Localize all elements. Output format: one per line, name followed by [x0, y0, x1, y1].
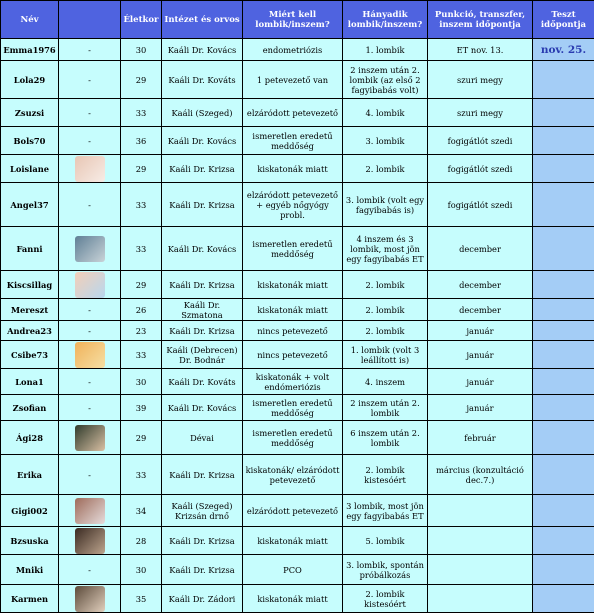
cell-reason: ismeretlen eredetű meddőség: [243, 421, 343, 455]
cell-name: Andrea23: [1, 321, 59, 341]
cell-test: [533, 495, 594, 527]
cell-reason: elzáródott petevezető: [243, 99, 343, 127]
cell-age: 35: [121, 585, 162, 613]
cell-clinic: Kaáli Dr. Krizsa: [162, 271, 243, 299]
cell-reason: ismeretlen eredetű meddőség: [243, 227, 343, 271]
cell-test: [533, 369, 594, 395]
cell-date: december: [428, 271, 533, 299]
cell-test: [533, 227, 594, 271]
cell-age: 33: [121, 183, 162, 227]
header-teszt: Teszt időpontja: [533, 1, 594, 39]
cell-name: Emma1976: [1, 39, 59, 61]
avatar: [75, 236, 105, 262]
cell-age: 29: [121, 421, 162, 455]
cell-picture: -: [59, 555, 121, 585]
header-eletkor: Életkor: [121, 1, 162, 39]
cell-picture: [59, 585, 121, 613]
cell-clinic: Kaáli Dr. Kovács: [162, 227, 243, 271]
cell-attempt: 2. lombik: [343, 155, 428, 183]
avatar: [75, 498, 105, 524]
cell-name: Fanni: [1, 227, 59, 271]
cell-date: ET nov. 13.: [428, 39, 533, 61]
cell-test: [533, 299, 594, 321]
cell-test: [533, 155, 594, 183]
cell-picture: -: [59, 61, 121, 99]
cell-attempt: 3 lombik, most jön egy fagyibabás ET: [343, 495, 428, 527]
cell-date: [428, 555, 533, 585]
header-punkcio: Punkció, transzfer, inszem időpontja: [428, 1, 533, 39]
cell-clinic: Kaáli Dr. Kováts: [162, 61, 243, 99]
cell-picture: -: [59, 39, 121, 61]
cell-picture: -: [59, 127, 121, 155]
cell-attempt: 3. lombik: [343, 127, 428, 155]
cell-date: szuri megy: [428, 61, 533, 99]
cell-name: Karmen: [1, 585, 59, 613]
cell-test: [533, 39, 594, 61]
cell-age: 33: [121, 455, 162, 495]
cell-picture: [59, 227, 121, 271]
cell-date: február: [428, 421, 533, 455]
cell-reason: ismeretlen eredetű meddőség: [243, 127, 343, 155]
cell-age: 29: [121, 61, 162, 99]
cell-reason: PCO: [243, 555, 343, 585]
cell-clinic: Kaáli (Debrecen) Dr. Bodnár: [162, 341, 243, 369]
cell-test: [533, 585, 594, 613]
table-row: [1, 183, 594, 227]
cell-attempt: 4. lombik: [343, 99, 428, 127]
cell-date: március (konzultáció dec.7.): [428, 455, 533, 495]
cell-name: Meresz​t: [1, 299, 59, 321]
cell-name: Zsuzsi: [1, 99, 59, 127]
cell-test: [533, 527, 594, 555]
cell-age: 29: [121, 271, 162, 299]
cell-test: [533, 395, 594, 421]
cell-reason: endometriózis: [243, 39, 343, 61]
header-kep: [59, 1, 121, 39]
cell-clinic: Kaáli Dr. Krizsa: [162, 455, 243, 495]
table-row: [1, 395, 594, 421]
cell-reason: kiskatonák miatt: [243, 527, 343, 555]
table-row: [1, 555, 594, 585]
cell-name: Lola29: [1, 61, 59, 99]
cell-clinic: Kaáli Dr. Krizsa: [162, 555, 243, 585]
table-row: [1, 341, 594, 369]
cell-name: Ági28: [1, 421, 59, 455]
cell-age: 39: [121, 395, 162, 421]
cell-test: [533, 421, 594, 455]
table-row: [1, 61, 594, 99]
cell-date: [428, 495, 533, 527]
cell-reason: 1 petevezető van: [243, 61, 343, 99]
avatar: [75, 425, 105, 451]
table-row: [1, 155, 594, 183]
avatar: [75, 156, 105, 182]
cell-name: Kiscsillag: [1, 271, 59, 299]
cell-name: Loislane: [1, 155, 59, 183]
cell-age: 26: [121, 299, 162, 321]
cell-date: [428, 585, 533, 613]
cell-age: 30: [121, 39, 162, 61]
cell-date: január: [428, 321, 533, 341]
cell-attempt: 2. lombik kistesóért: [343, 455, 428, 495]
cell-reason: elzáródott petevezető + egyéb nőgyógy probl.: [243, 183, 343, 227]
cell-test: [533, 321, 594, 341]
cell-attempt: 4. inszem: [343, 369, 428, 395]
cell-reason: kiskatonák miatt: [243, 585, 343, 613]
cell-age: 33: [121, 227, 162, 271]
cell-name: Angel37: [1, 183, 59, 227]
cell-date: fogigátlót szedi: [428, 183, 533, 227]
table-row: [1, 99, 594, 127]
cell-reason: ismeretlen eredetű meddőség: [243, 395, 343, 421]
cell-clinic: Kaáli Dr. Kováts: [162, 369, 243, 395]
cell-test: [533, 341, 594, 369]
table-row: [1, 585, 594, 613]
cell-picture: -: [59, 395, 121, 421]
test-date: nov. 25.: [541, 44, 586, 56]
avatar: [75, 586, 105, 612]
cell-picture: -: [59, 99, 121, 127]
cell-reason: nincs petevezető: [243, 341, 343, 369]
cell-clinic: Kaáli Dr. Krizsa: [162, 321, 243, 341]
cell-clinic: Kaáli Dr. Krizsa: [162, 527, 243, 555]
cell-picture: -: [59, 455, 121, 495]
cell-clinic: Kaáli (Szeged) Krizsán drnő: [162, 495, 243, 527]
table-row: [1, 527, 594, 555]
cell-picture: [59, 155, 121, 183]
table-row: [1, 299, 594, 321]
cell-attempt: 5. lombik: [343, 527, 428, 555]
cell-date: január: [428, 341, 533, 369]
cell-clinic: Kaáli Dr. Zádori: [162, 585, 243, 613]
cell-attempt: 2. lombik kistesóért: [343, 585, 428, 613]
cell-picture: -: [59, 299, 121, 321]
cell-attempt: 3. lombik, spontán próbálkozás: [343, 555, 428, 585]
cell-picture: [59, 527, 121, 555]
cell-test: [533, 183, 594, 227]
cell-age: 33: [121, 341, 162, 369]
cell-test: [533, 99, 594, 127]
cell-reason: kiskatonák + volt endómeriózis: [243, 369, 343, 395]
cell-age: 30: [121, 369, 162, 395]
cell-date: szuri megy: [428, 99, 533, 127]
cell-date: december: [428, 299, 533, 321]
avatar: [75, 342, 105, 368]
table-row: [1, 421, 594, 455]
cell-date: fogigátlót szedi: [428, 155, 533, 183]
cell-test: [533, 61, 594, 99]
table-row: [1, 127, 594, 155]
cell-clinic: Kaáli Dr. Szmatona: [162, 299, 243, 321]
cell-picture: -: [59, 369, 121, 395]
table-row: [1, 39, 594, 61]
cell-picture: [59, 495, 121, 527]
cell-picture: [59, 421, 121, 455]
cell-reason: kiskatonák miatt: [243, 155, 343, 183]
header-intezet: Intézet és orvos: [162, 1, 243, 39]
avatar: [75, 272, 105, 298]
cell-date: [428, 527, 533, 555]
table-row: [1, 495, 594, 527]
cell-clinic: Kaáli (Szeged): [162, 99, 243, 127]
cell-age: 28: [121, 527, 162, 555]
avatar: [75, 528, 105, 554]
table-row: [1, 227, 594, 271]
cell-clinic: Kaáli Dr. Krizsa: [162, 183, 243, 227]
cell-attempt: 2 inszem után 2. lombik: [343, 395, 428, 421]
cell-age: 29: [121, 155, 162, 183]
cell-age: 36: [121, 127, 162, 155]
header-nev: Név: [1, 1, 59, 39]
cell-name: Gigi002: [1, 495, 59, 527]
header-miert: Miért kell lombik/inszem?: [243, 1, 343, 39]
cell-clinic: Dévai: [162, 421, 243, 455]
table-row: [1, 321, 594, 341]
cell-reason: nincs petevezető: [243, 321, 343, 341]
cell-clinic: Kaáli Dr. Kovács: [162, 395, 243, 421]
header-hanyadik: Hányadik lombik/inszem?: [343, 1, 428, 39]
cell-attempt: 2 inszem után 2. lombik (az első 2 fagyibabás volt): [343, 61, 428, 99]
cell-attempt: 2. lombik: [343, 321, 428, 341]
cell-attempt: 4 inszem és 3 lombik, most jön egy fagyibabás ET: [343, 227, 428, 271]
cell-age: 30: [121, 555, 162, 585]
cell-reason: kiskatonák miatt: [243, 299, 343, 321]
cell-name: Bzsuska: [1, 527, 59, 555]
cell-picture: -: [59, 321, 121, 341]
cell-date: fogigátlót szedi: [428, 127, 533, 155]
cell-attempt: 1. lombik: [343, 39, 428, 61]
cell-reason: kiskatonák/ elzáródott petevezető: [243, 455, 343, 495]
cell-name: Zsofian: [1, 395, 59, 421]
cell-clinic: Kaáli Dr. Kovács: [162, 39, 243, 61]
cell-age: 33: [121, 99, 162, 127]
cell-date: január: [428, 395, 533, 421]
cell-clinic: Kaáli Dr. Krizsa: [162, 155, 243, 183]
cell-date: január: [428, 369, 533, 395]
cell-test: [533, 271, 594, 299]
header-row: [1, 1, 594, 39]
table-row: [1, 455, 594, 495]
cell-attempt: 2. lombik: [343, 299, 428, 321]
cell-attempt: 3. lombik (volt egy fagyibabás is): [343, 183, 428, 227]
cell-name: Erika: [1, 455, 59, 495]
table-row: [1, 369, 594, 395]
cell-test: [533, 455, 594, 495]
cell-name: Csibe73: [1, 341, 59, 369]
cell-date: december: [428, 227, 533, 271]
cell-picture: [59, 271, 121, 299]
cell-test: [533, 555, 594, 585]
cell-attempt: 1. lombik (volt 3 leállított is): [343, 341, 428, 369]
cell-age: 34: [121, 495, 162, 527]
cell-attempt: 2. lombik: [343, 271, 428, 299]
cell-age: 23: [121, 321, 162, 341]
cell-name: Bols70: [1, 127, 59, 155]
cell-reason: elzáródott petevezető: [243, 495, 343, 527]
cell-attempt: 6 inszem után 2. lombik: [343, 421, 428, 455]
cell-test: [533, 127, 594, 155]
cell-picture: [59, 341, 121, 369]
cell-reason: kiskatonák miatt: [243, 271, 343, 299]
cell-picture: -: [59, 183, 121, 227]
cell-clinic: Kaáli Dr. Kovács: [162, 127, 243, 155]
cell-name: Mniki: [1, 555, 59, 585]
cell-name: Lona1: [1, 369, 59, 395]
table-row: [1, 271, 594, 299]
